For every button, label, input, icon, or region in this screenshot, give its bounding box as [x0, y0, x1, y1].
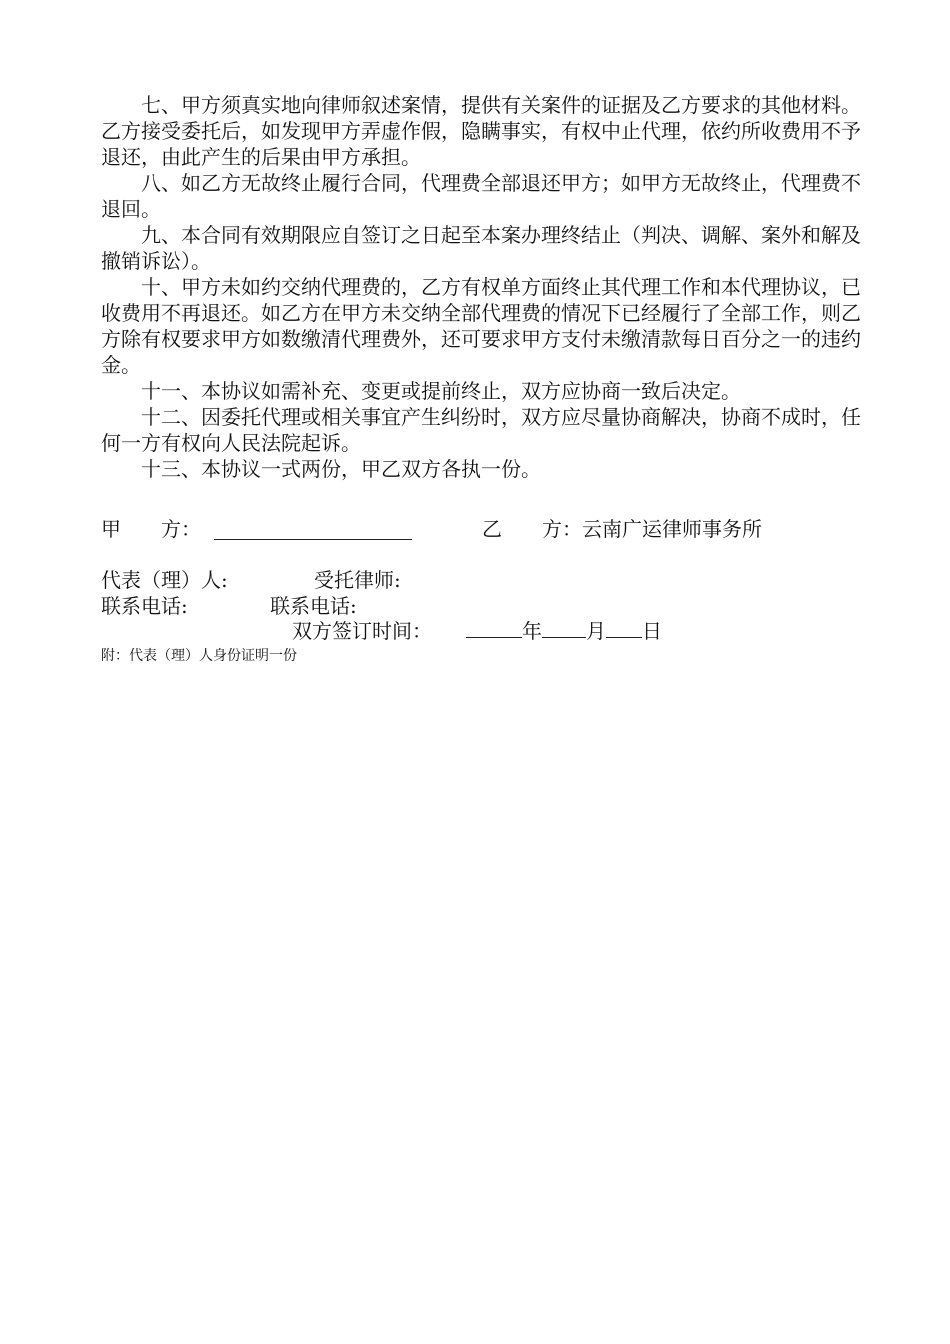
year-label: 年 — [522, 619, 542, 643]
party-a-label: 甲 方： — [101, 517, 201, 541]
clause-7: 七、甲方须真实地向律师叙述案情，提供有关案件的证据及乙方要求的其他材料。乙方接受委托后，如发现甲方弄虚作假，隐瞒事实，有权中止代理，依约所收费用不予退还，由此产生的后果由甲方承担。 — [101, 93, 861, 169]
entrusted-lawyer-label: 受托律师: — [314, 568, 401, 592]
appendix-note: 附：代表（理）人身份证明一份 — [101, 648, 297, 664]
contract-clauses — [101, 92, 861, 482]
day-label: 日 — [642, 619, 662, 643]
clause-9: 九、本合同有效期限应自签订之日起至本案办理终结止（判决、调解、案外和解及撤销诉讼）。 — [101, 223, 861, 273]
clause-12: 十二、因委托代理或相关事宜产生纠纷时，双方应尽量协商解决，协商不成时，任何一方有权向人民法院起诉。 — [101, 405, 861, 455]
party-a-phone-label: 联系电话: — [101, 594, 188, 618]
clause-11: 十一、本协议如需补充、变更或提前终止，双方应协商一致后决定。 — [141, 379, 741, 403]
day-blank — [606, 617, 642, 638]
clause-8: 八、如乙方无故终止履行合同，代理费全部退还甲方；如甲方无故终止，代理费不退回。 — [101, 171, 861, 221]
clause-10: 十、甲方未如约交纳代理费的，乙方有权单方面终止其代理工作和本代理协议，已收费用不再退还。如乙方在甲方未交纳全部代理费的情况下已经履行了全部工作，则乙方除有权要求甲方如数缴清代理费外，还可要求甲方支付未缴清款每日百分之一的违约金。 — [101, 275, 861, 377]
signing-date-label: 双方签订时间： — [292, 619, 432, 643]
signing-date-row — [292, 617, 662, 644]
clause-13: 十三、本协议一式两份，甲乙双方各执一份。 — [141, 457, 541, 481]
month-label: 月 — [586, 619, 606, 643]
year-blank — [466, 617, 522, 638]
month-blank — [542, 617, 586, 638]
party-b-phone-label: 联系电话: — [270, 594, 357, 618]
representative-label: 代表（理）人: — [101, 568, 228, 592]
party-b-label: 乙 方：云南广运律师事务所 — [482, 517, 762, 541]
party-a-signature-line — [214, 539, 412, 540]
